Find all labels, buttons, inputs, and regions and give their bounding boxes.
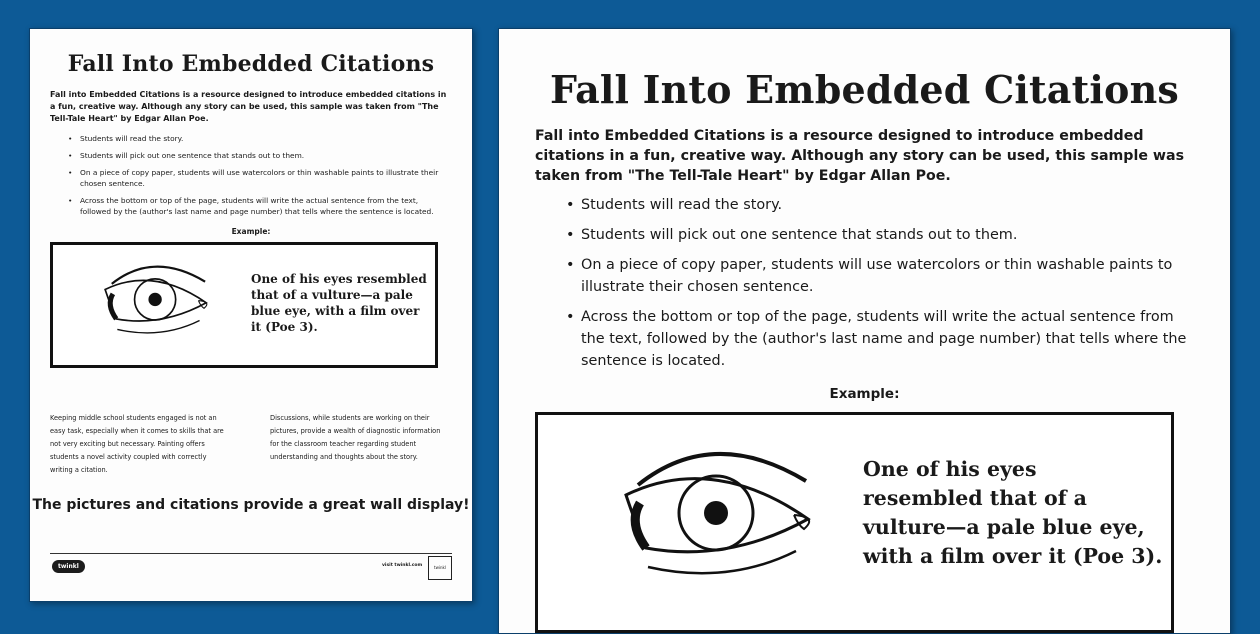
list-item: • Students will read the story. — [581, 194, 1190, 216]
instructions-list-zoomed — [581, 194, 1190, 372]
list-item: • Students will read the story. — [80, 133, 446, 144]
example-box — [50, 242, 438, 368]
body-columns — [50, 412, 450, 477]
brand-badge: twinkl — [428, 556, 452, 580]
example-label-zoomed: Example: — [829, 386, 900, 402]
footer-divider — [50, 553, 452, 554]
list-item: • Students will pick out one sentence that stands out to them. — [80, 150, 446, 161]
intro-paragraph-zoomed: Fall into Embedded Citations is a resource designed to introduce embedded citations in a fun, creative way. Although any story can be used, this sample was taken from "The Tell-Tale Heart" by Edgar Allan Poe. — [535, 128, 1185, 184]
page-title-zoomed: Fall Into Embedded Citations — [549, 67, 1179, 112]
page-title: Fall Into Embedded Citations — [67, 51, 435, 77]
document-page-thumbnail — [29, 28, 473, 602]
eye-illustration-icon — [99, 255, 219, 345]
wall-display-note: The pictures and citations provide a great wall display! — [32, 497, 470, 513]
brand-logo: twinkl — [52, 560, 85, 573]
list-item: • On a piece of copy paper, students will use watercolors or thin washable paints to illustrate their chosen sentence. — [80, 167, 446, 189]
list-item: • Students will pick out one sentence that stands out to them. — [581, 224, 1190, 246]
eye-illustration-icon — [618, 433, 828, 595]
list-item: • Across the bottom or top of the page, students will write the actual sentence from the text, followed by the (author's last name and page number) that tells where the sentence is located. — [581, 306, 1190, 372]
example-quote: One of his eyes resembled that of a vulture—a pale blue eye, with a film over it (Poe 3). — [251, 272, 427, 334]
document-page-zoomed — [498, 28, 1231, 634]
example-quote-zoomed: One of his eyes resembled that of a vulture—a pale blue eye, with a film over it (Poe 3). — [863, 457, 1163, 568]
list-item: • On a piece of copy paper, students will use watercolors or thin washable paints to illustrate their chosen sentence. — [581, 254, 1190, 298]
engagement-paragraph: Keeping middle school students engaged is not an easy task, especially when it comes to skills that are not very exciting but necessary. Painting offers students a novel activity coupled with correctly writing a citation. — [50, 414, 224, 474]
intro-paragraph: Fall into Embedded Citations is a resource designed to introduce embedded citations in a fun, creative way. Although any story can be used, this sample was taken from "The Tell-Tale Heart" by Edgar Allan Poe. — [50, 90, 447, 123]
example-label: Example: — [231, 227, 271, 236]
example-box-zoomed — [535, 412, 1174, 633]
list-item: • Across the bottom or top of the page, students will write the actual sentence from the text, followed by the (author's last name and page number) that tells where the sentence is located. — [80, 195, 446, 217]
discussion-paragraph: Discussions, while students are working on their pictures, provide a wealth of diagnostic information for the classroom teacher regarding student understanding and thoughts about the story. — [270, 414, 441, 461]
instructions-list — [80, 133, 446, 217]
footer-site-text: visit twinkl.com — [382, 563, 423, 568]
